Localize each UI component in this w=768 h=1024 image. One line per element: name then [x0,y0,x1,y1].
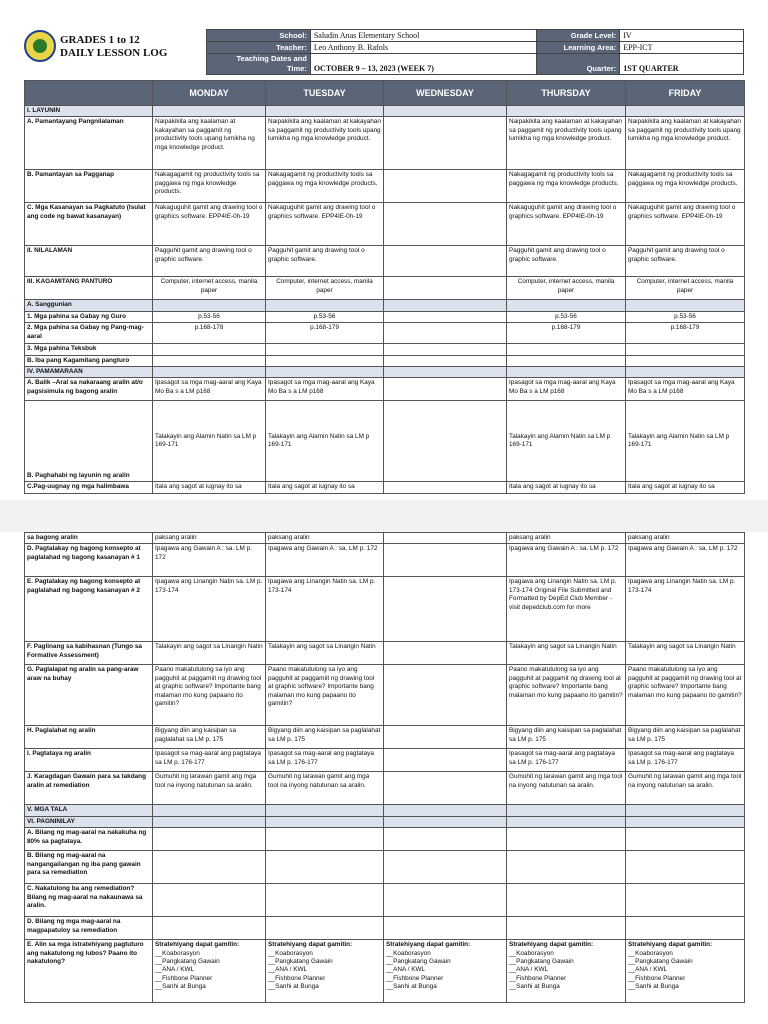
row-label: D. Bilang ng mga mag-aaral na magpapatuloy sa remediation [25,917,153,940]
lesson-cell [507,106,626,117]
strategy-row [25,940,745,1003]
strategy-item: __Sanhi at Bunga [509,983,560,991]
lesson-cell: p.168-178 [153,323,266,344]
strategy-heading: Stratehiyang dapat gamitin: [386,941,471,949]
lesson-cell: Ipagawa ang Gawain A : sa. LM p. 172 [507,544,626,577]
lesson-cell: Nakaguguhit gamit ang drawing tool o graphics software. EPP4IE-0h-19 [153,203,266,246]
lesson-cell [384,749,507,772]
row-label: 1. Mga pahina sa Gabay ng Guro [25,311,153,322]
row-label: 2. Mga pahina sa Gabay ng Pang-mag-aaral [25,323,153,344]
lesson-cell: Naipakikita ang kaalaman at kakayahan sa paggamit ng productivity tools upang lumikha ng mga knowledge product. [153,117,266,170]
lesson-cell [384,665,507,726]
lesson-cell [384,917,507,940]
lesson-cell: Naipakikita ang kaalaman at kakayahan sa paggamit ng productivity tools upang lumikha ng mga knowledge product. [626,117,745,170]
strategy-cell [266,940,384,1003]
lesson-cell [626,884,745,917]
row-label: B. Paghahabi ng layunin ng aralin [25,401,153,482]
lesson-cell: Ipasagot sa mga mag-aaral ang Kaya Mo Ba s a LM p168 [626,378,745,401]
strategy-item: __Sanhi at Bunga [155,983,206,991]
table-row [25,482,745,493]
lesson-cell: Talakayin ang sagot sa Linangin Natin [507,642,626,665]
lesson-cell [384,642,507,665]
grade-label: Grade Level: [537,30,620,42]
title-line-1: GRADES 1 to 12 [60,34,140,46]
lesson-cell [153,300,266,311]
lesson-cell: Computer, internet access, manila paper [153,277,266,300]
strategy-rows [25,940,745,1003]
lesson-cell [384,828,507,851]
lesson-cell: p.168-179 [507,323,626,344]
strategy-item: __Pangkatang Gawain [509,958,574,966]
table-row [25,355,745,366]
lesson-cell: Nakaguguhit gamit ang drawing tool o graphics software. EPP4IE-0h-19 [507,203,626,246]
day-header-friday: FRIDAY [626,81,745,106]
lesson-cell [507,884,626,917]
row-label: VI. PAGNINILAY [25,816,153,827]
lesson-cell: Pagguhit gamit ang drawing tool o graphic software. [266,246,384,277]
teacher-value: Leo Anthony B. Rafols [310,42,537,54]
section-row [25,300,745,311]
lesson-cell [153,805,266,816]
section-row [25,805,745,816]
strategy-item: __ANA / KWL [268,966,308,974]
lesson-cell [626,805,745,816]
row-label: B. Pamantayan sa Pagganap [25,170,153,203]
lesson-cell [153,828,266,851]
day-header-blank [25,81,153,106]
strategy-item: __Fishbone Planner [628,974,686,982]
table-row [25,665,745,726]
row-label: G. Paglalapat ng aralin sa pang-araw araw na buhay [25,665,153,726]
dates-label-line-2: Time: [286,64,307,73]
row-label: A. Pamantayang Pangnilalaman [25,117,153,170]
lesson-cell [384,277,507,300]
row-label: I. Pagtataya ng aralin [25,749,153,772]
row-label: D. Pagtalakay ng bagong konsepto at paglalahad ng bagong kasanayan # 1 [25,544,153,577]
title-line-2: DAILY LESSON LOG [60,47,168,59]
lesson-cell: Pagguhit gamit ang drawing tool o graphic software. [507,246,626,277]
strategy-item: __Pangkatang Gawain [386,958,451,966]
lesson-cell: Gumuhit ng larawan gamit ang mga tool na inyong natutunan sa aralin. [626,772,745,805]
lesson-cell [507,367,626,378]
row-label: II. NILALAMAN [25,246,153,277]
lesson-cell [266,355,384,366]
lesson-cell: Ipagawa ang Linangin Natin sa. LM p. 173-174 [153,577,266,642]
document-header [24,28,744,74]
lesson-cell [266,884,384,917]
row-label: I. LAYUNIN [25,106,153,117]
table-row [25,378,745,401]
row-label: A. Balik –Aral sa nakaraang aralin at/o pagsisimula ng bagong aralin [25,378,153,401]
lesson-cell: Talakayin ang Alamin Natin sa LM p 169-171 [507,401,626,482]
strategy-cell [153,940,266,1003]
table-row [25,277,745,300]
lesson-cell: Paano makatutulong sa iyo ang pagguhit at paggamiit ng drawing tool at graphic software? Importante bang malaman mo kung papaano ito gamitin? [626,665,745,726]
table-row [25,311,745,322]
lesson-cell [153,884,266,917]
strategy-item: __Fishbone Planner [509,974,567,982]
row-label: III. KAGAMITANG PANTURO [25,277,153,300]
dates-label [207,54,311,75]
lesson-cell: Talakayin ang Alamin Natin sa LM p 169-171 [626,401,745,482]
strategy-item: __ANA / KWL [509,966,549,974]
lesson-cell: Bigyang diin ang kaisipan sa paglalahat sa LM p. 175 [153,726,266,749]
lesson-cell: Pagguhit gamit ang drawing tool o graphic software. [153,246,266,277]
lesson-cell [153,816,266,827]
lesson-cell: Bigyang diin ang kaisipan sa paglalahat sa LM p. 175 [266,726,384,749]
lesson-cell: Ipagawa ang Linangin Natin sa. LM p. 173-174 Original File Submitted and Formatted by DepEd Club Member - visit depedclub.com for more [507,577,626,642]
row-label: C. Mga Kasanayan sa Pagkatuto (Isulat ang code ng bawat kasanayan) [25,203,153,246]
lesson-cell [507,828,626,851]
lesson-cell [626,106,745,117]
lesson-cell [384,544,507,577]
table-row [25,851,745,884]
lesson-cell: p.168-179 [266,323,384,344]
page-1 [0,0,768,500]
lesson-cell: paksang aralin [266,533,384,544]
lesson-cell [384,117,507,170]
row-label: C. Nakatulong ba ang remediation? Bilang ng mag-aaral na nakaunawa sa aralin. [25,884,153,917]
lesson-cell: Itala ang sagot at iugnay ito sa [626,482,745,493]
lesson-cell [384,533,507,544]
row-label: B. Iba pang Kagamitang pangturo [25,355,153,366]
strategy-item: __Koaborasyon [628,949,673,957]
lesson-cell: Ipasagot sa mag-aaral ang pagtataya sa LM p. 176-177 [266,749,384,772]
area-label: Learning Area: [537,42,620,54]
lesson-cell: Talakayin ang Alamin Natin sa LM p 169-171 [266,401,384,482]
strategy-item: __Koaborasyon [268,949,313,957]
lesson-cell: Computer, internet access, manila paper [507,277,626,300]
page-gap [0,500,768,532]
lesson-cell [384,367,507,378]
lesson-cell: paksang aralin [626,533,745,544]
table-row [25,772,745,805]
lesson-cell [384,300,507,311]
lesson-cell [153,367,266,378]
lesson-cell [507,816,626,827]
lesson-cell: Nakaguguhit gamit ang drawing tool o graphics software. EPP4IE-0h-19 [266,203,384,246]
lesson-cell: Nakaguguhit gamit ang drawing tool o graphics software. EPP4IE-0h-19 [626,203,745,246]
school-value: Saludin Anas Elementary School [310,30,537,42]
lesson-cell [384,344,507,355]
row-label: C.Pag-uugnay ng mga halimbawa [25,482,153,493]
lesson-cell: Ipagawa ang Linangin Natin sa. LM p. 173-174 [626,577,745,642]
header-info-grid [206,29,744,75]
lesson-cell: Ipasagot sa mga mag-aaral ang Kaya Mo Ba s a LM p168 [266,378,384,401]
row-label: A. Sanggunian [25,300,153,311]
lesson-cell [626,828,745,851]
lesson-cell [507,917,626,940]
strategy-item: __ANA / KWL [386,966,426,974]
lesson-cell [384,577,507,642]
lesson-cell [384,851,507,884]
lesson-log-table-page-2 [24,532,745,1003]
lesson-cell [626,367,745,378]
strategy-cell [384,940,507,1003]
lesson-cell [266,805,384,816]
lesson-cell: Ipagawa ang Gawain A : sa. LM p. 172 [266,544,384,577]
quarter-value: 1ST QUARTER [620,54,744,75]
strategy-item: __Sanhi at Bunga [386,983,437,991]
table-row [25,917,745,940]
lesson-cell: Ipasagot sa mag-aaral ang pagtataya sa LM p. 176-177 [153,749,266,772]
dates-label-line-1: Teaching Dates and [236,54,307,63]
row-label: B. Bilang ng mag-aaral na nangangailangan ng iba pang gawain para sa remediation [25,851,153,884]
strategy-heading: Stratehiyang dapat gamitin: [628,941,713,949]
teacher-label: Teacher: [207,42,311,54]
row-label: H. Paglalahat ng aralin [25,726,153,749]
row-label: E. Pagtalakay ng bagong konsepto at paglalahad ng bagong kasanayan # 2 [25,577,153,642]
strategy-item: __Koaborasyon [155,949,200,957]
school-label: School: [207,30,311,42]
strategy-item: __Koaborasyon [386,949,431,957]
lesson-cell: Talakayin ang sagot sa Linangin Natin [153,642,266,665]
strategy-item: __ANA / KWL [628,966,668,974]
lesson-cell [626,917,745,940]
lesson-cell: Itala ang sagot at iugnay ito sa [266,482,384,493]
page-2-rows [25,533,745,940]
lesson-cell: Ipasagot sa mag-aaral ang pagtataya sa LM p. 176-177 [626,749,745,772]
lesson-cell: Ipasagot sa mga mag-aaral ang Kaya Mo Ba s a LM p168 [507,378,626,401]
section-row [25,367,745,378]
table-row [25,533,745,544]
lesson-cell [507,344,626,355]
lesson-cell [266,300,384,311]
lesson-cell: Bigyang diin ang kaisipan sa paglalahat sa LM p. 175 [507,726,626,749]
lesson-cell [266,828,384,851]
table-row [25,246,745,277]
lesson-cell: Ipasagot sa mga mag-aaral ang Kaya Mo Ba s a LM p168 [153,378,266,401]
lesson-cell [266,816,384,827]
table-row [25,642,745,665]
table-row [25,203,745,246]
lesson-cell: Gumuhit ng larawan gamit ang mga tool na inyong natutunan sa aralin. [266,772,384,805]
lesson-cell: Itala ang sagot at iugnay ito sa [507,482,626,493]
lesson-cell: Paano makatutulong sa iyo ang pagguhit at paggamiit ng drawing tool at graphic software? Importante bang malaman mo kung papaano ito gamitin? [153,665,266,726]
row-label: F. Paglinang sa kabihasnan (Tungo sa Formative Assessment) [25,642,153,665]
lesson-cell [384,203,507,246]
lesson-cell: Talakayin ang sagot sa Linangin Natin [626,642,745,665]
table-row [25,401,745,482]
table-row [25,577,745,642]
lesson-cell [266,367,384,378]
row-label: A. Bilang ng mag-aaral na nakakuha ng 80% sa pagtataya. [25,828,153,851]
strategy-item: __Sanhi at Bunga [268,983,319,991]
section-row [25,106,745,117]
lesson-cell [266,344,384,355]
lesson-cell: Gumuhit ng larawan gamit ang mga tool na inyong natutunan sa aralin. [507,772,626,805]
lesson-cell [384,482,507,493]
lesson-cell [266,106,384,117]
table-row [25,323,745,344]
row-label: sa bagong aralin [25,533,153,544]
page-1-rows [25,106,745,494]
lesson-cell [626,344,745,355]
lesson-cell [507,300,626,311]
deped-seal-icon [24,30,56,62]
lesson-cell [266,917,384,940]
row-label: V. MGA TALA [25,805,153,816]
lesson-cell: Ipasagot sa mag-aaral ang pagtataya sa LM p. 176-177 [507,749,626,772]
lesson-cell [507,805,626,816]
lesson-cell: Nakagagamit ng productivity tools sa paggawa ng mga knowledge products. [626,170,745,203]
lesson-cell [384,355,507,366]
lesson-cell: Nakagagamit ng productivity tools sa paggawa ng mga knowledge products. [507,170,626,203]
strategy-cell [507,940,626,1003]
strategy-heading: Stratehiyang dapat gamitin: [268,941,353,949]
lesson-cell [507,851,626,884]
strategy-item: __Fishbone Planner [386,974,444,982]
lesson-cell [384,106,507,117]
lesson-cell: Nakagagamit ng productivity tools sa paggawa ng mga knowledge products. [266,170,384,203]
lesson-cell: Paano makatutulong sa iyo ang pagguhit at paggamiit ng drawing tool at graphic software? Importante bang malaman mo kung papaano ito gamitin? [266,665,384,726]
lesson-cell: Nakagagamit ng productivity tools sa paggawa ng mga knowledge products. [153,170,266,203]
strategy-row-label: E. Alin sa mga istratehiyang pagtuturo ang nakatulong ng lubos? Paano ito nakatulong? [25,940,153,1003]
strategy-cell [626,940,745,1003]
lesson-cell [384,378,507,401]
lesson-cell [384,805,507,816]
lesson-cell [153,344,266,355]
lesson-cell [153,917,266,940]
strategy-item: __Fishbone Planner [155,974,213,982]
lesson-cell: p.53-56 [507,311,626,322]
lesson-cell [507,355,626,366]
page-2 [0,532,768,1024]
lesson-cell: p.168-179 [626,323,745,344]
strategy-heading: Stratehiyang dapat gamitin: [155,941,240,949]
lesson-cell: Ipagawa ang Gawain A : sa. LM p. 172 [626,544,745,577]
lesson-cell [266,851,384,884]
lesson-cell [153,851,266,884]
lesson-cell [384,323,507,344]
day-header-thursday: THURSDAY [507,81,626,106]
lesson-cell [626,851,745,884]
day-header-tuesday: TUESDAY [266,81,384,106]
table-row [25,344,745,355]
lesson-cell [384,170,507,203]
strategy-item: __Pangkatang Gawain [268,958,333,966]
lesson-cell: Bigyang diin ang kaisipan sa paglalahat sa LM p. 175 [626,726,745,749]
strategy-item: __Pangkatang Gawain [628,958,693,966]
lesson-cell: Naipakikita ang kaalaman at kakayahan sa paggamit ng productivity tools upang lumikha ng mga knowledge product. [507,117,626,170]
lesson-cell [384,772,507,805]
lesson-cell: Gumuhit ng larawan gamit ang mga tool na inyong natutunan sa aralin. [153,772,266,805]
lesson-cell [384,726,507,749]
table-row [25,884,745,917]
table-row [25,726,745,749]
strategy-item: __Sanhi at Bunga [628,983,679,991]
table-row [25,828,745,851]
strategy-item: __Fishbone Planner [268,974,326,982]
lesson-cell: paksang aralin [507,533,626,544]
lesson-cell: Ipagawa ang Linangin Natin sa. LM p. 173-174 [266,577,384,642]
quarter-label: Quarter: [537,54,620,75]
lesson-cell [626,355,745,366]
lesson-cell [384,816,507,827]
lesson-cell: Paano makatutulong sa iyo ang pagguhit at paggamit ng drawing tool at graphic software? Importante bang malaman mo kung papaano ito gamitin? [507,665,626,726]
row-label: 3. Mga pahina Teksbuk [25,344,153,355]
row-label: IV. PAMAMARAAN [25,367,153,378]
lesson-cell [153,355,266,366]
table-row [25,544,745,577]
day-header-wednesday: WEDNESDAY [384,81,507,106]
grade-value: IV [620,30,744,42]
lesson-cell [384,311,507,322]
lesson-cell [384,246,507,277]
lesson-cell [626,300,745,311]
lesson-cell [384,401,507,482]
lesson-log-table-page-1 [24,80,745,494]
lesson-cell [626,816,745,827]
section-row [25,816,745,827]
lesson-cell: Ipagawa ang Gawain A : sa. LM p. 172 [153,544,266,577]
lesson-cell: Pagguhit gamit ang drawing tool o graphic software. [626,246,745,277]
lesson-cell: Computer, internet access, manila paper [266,277,384,300]
lesson-cell: paksang aralin [153,533,266,544]
day-header-monday: MONDAY [153,81,266,106]
lesson-cell: Talakayin ang Alamin Natin sa LM p 169-171 [153,401,266,482]
lesson-cell: Itala ang sagot at iugnay ito sa [153,482,266,493]
strategy-item: __ANA / KWL [155,966,195,974]
lesson-cell: p.53-56 [266,311,384,322]
area-value: EPP-ICT [620,42,744,54]
table-row [25,749,745,772]
strategy-heading: Stratehiyang dapat gamitin: [509,941,594,949]
lesson-cell: Talakayin ang sagot sa Linangin Natin [266,642,384,665]
lesson-cell: p.53-56 [626,311,745,322]
table-row [25,170,745,203]
lesson-cell: Computer, internet access, manila paper [626,277,745,300]
lesson-cell [384,884,507,917]
dates-value: OCTOBER 9 – 13, 2023 (WEEK 7) [310,54,537,75]
document-title [60,34,167,60]
lesson-cell: p.53-56 [153,311,266,322]
day-header-row [25,81,745,106]
row-label: J. Karagdagan Gawain para sa takdang aralin at remediation [25,772,153,805]
table-row [25,117,745,170]
strategy-item: __Pangkatang Gawain [155,958,220,966]
lesson-cell: Naipakikita ang kaalaman at kakayahan sa paggamit ng productivity tools upang lumikha ng mga knowledge product. [266,117,384,170]
lesson-cell [153,106,266,117]
strategy-item: __Koaborasyon [509,949,554,957]
